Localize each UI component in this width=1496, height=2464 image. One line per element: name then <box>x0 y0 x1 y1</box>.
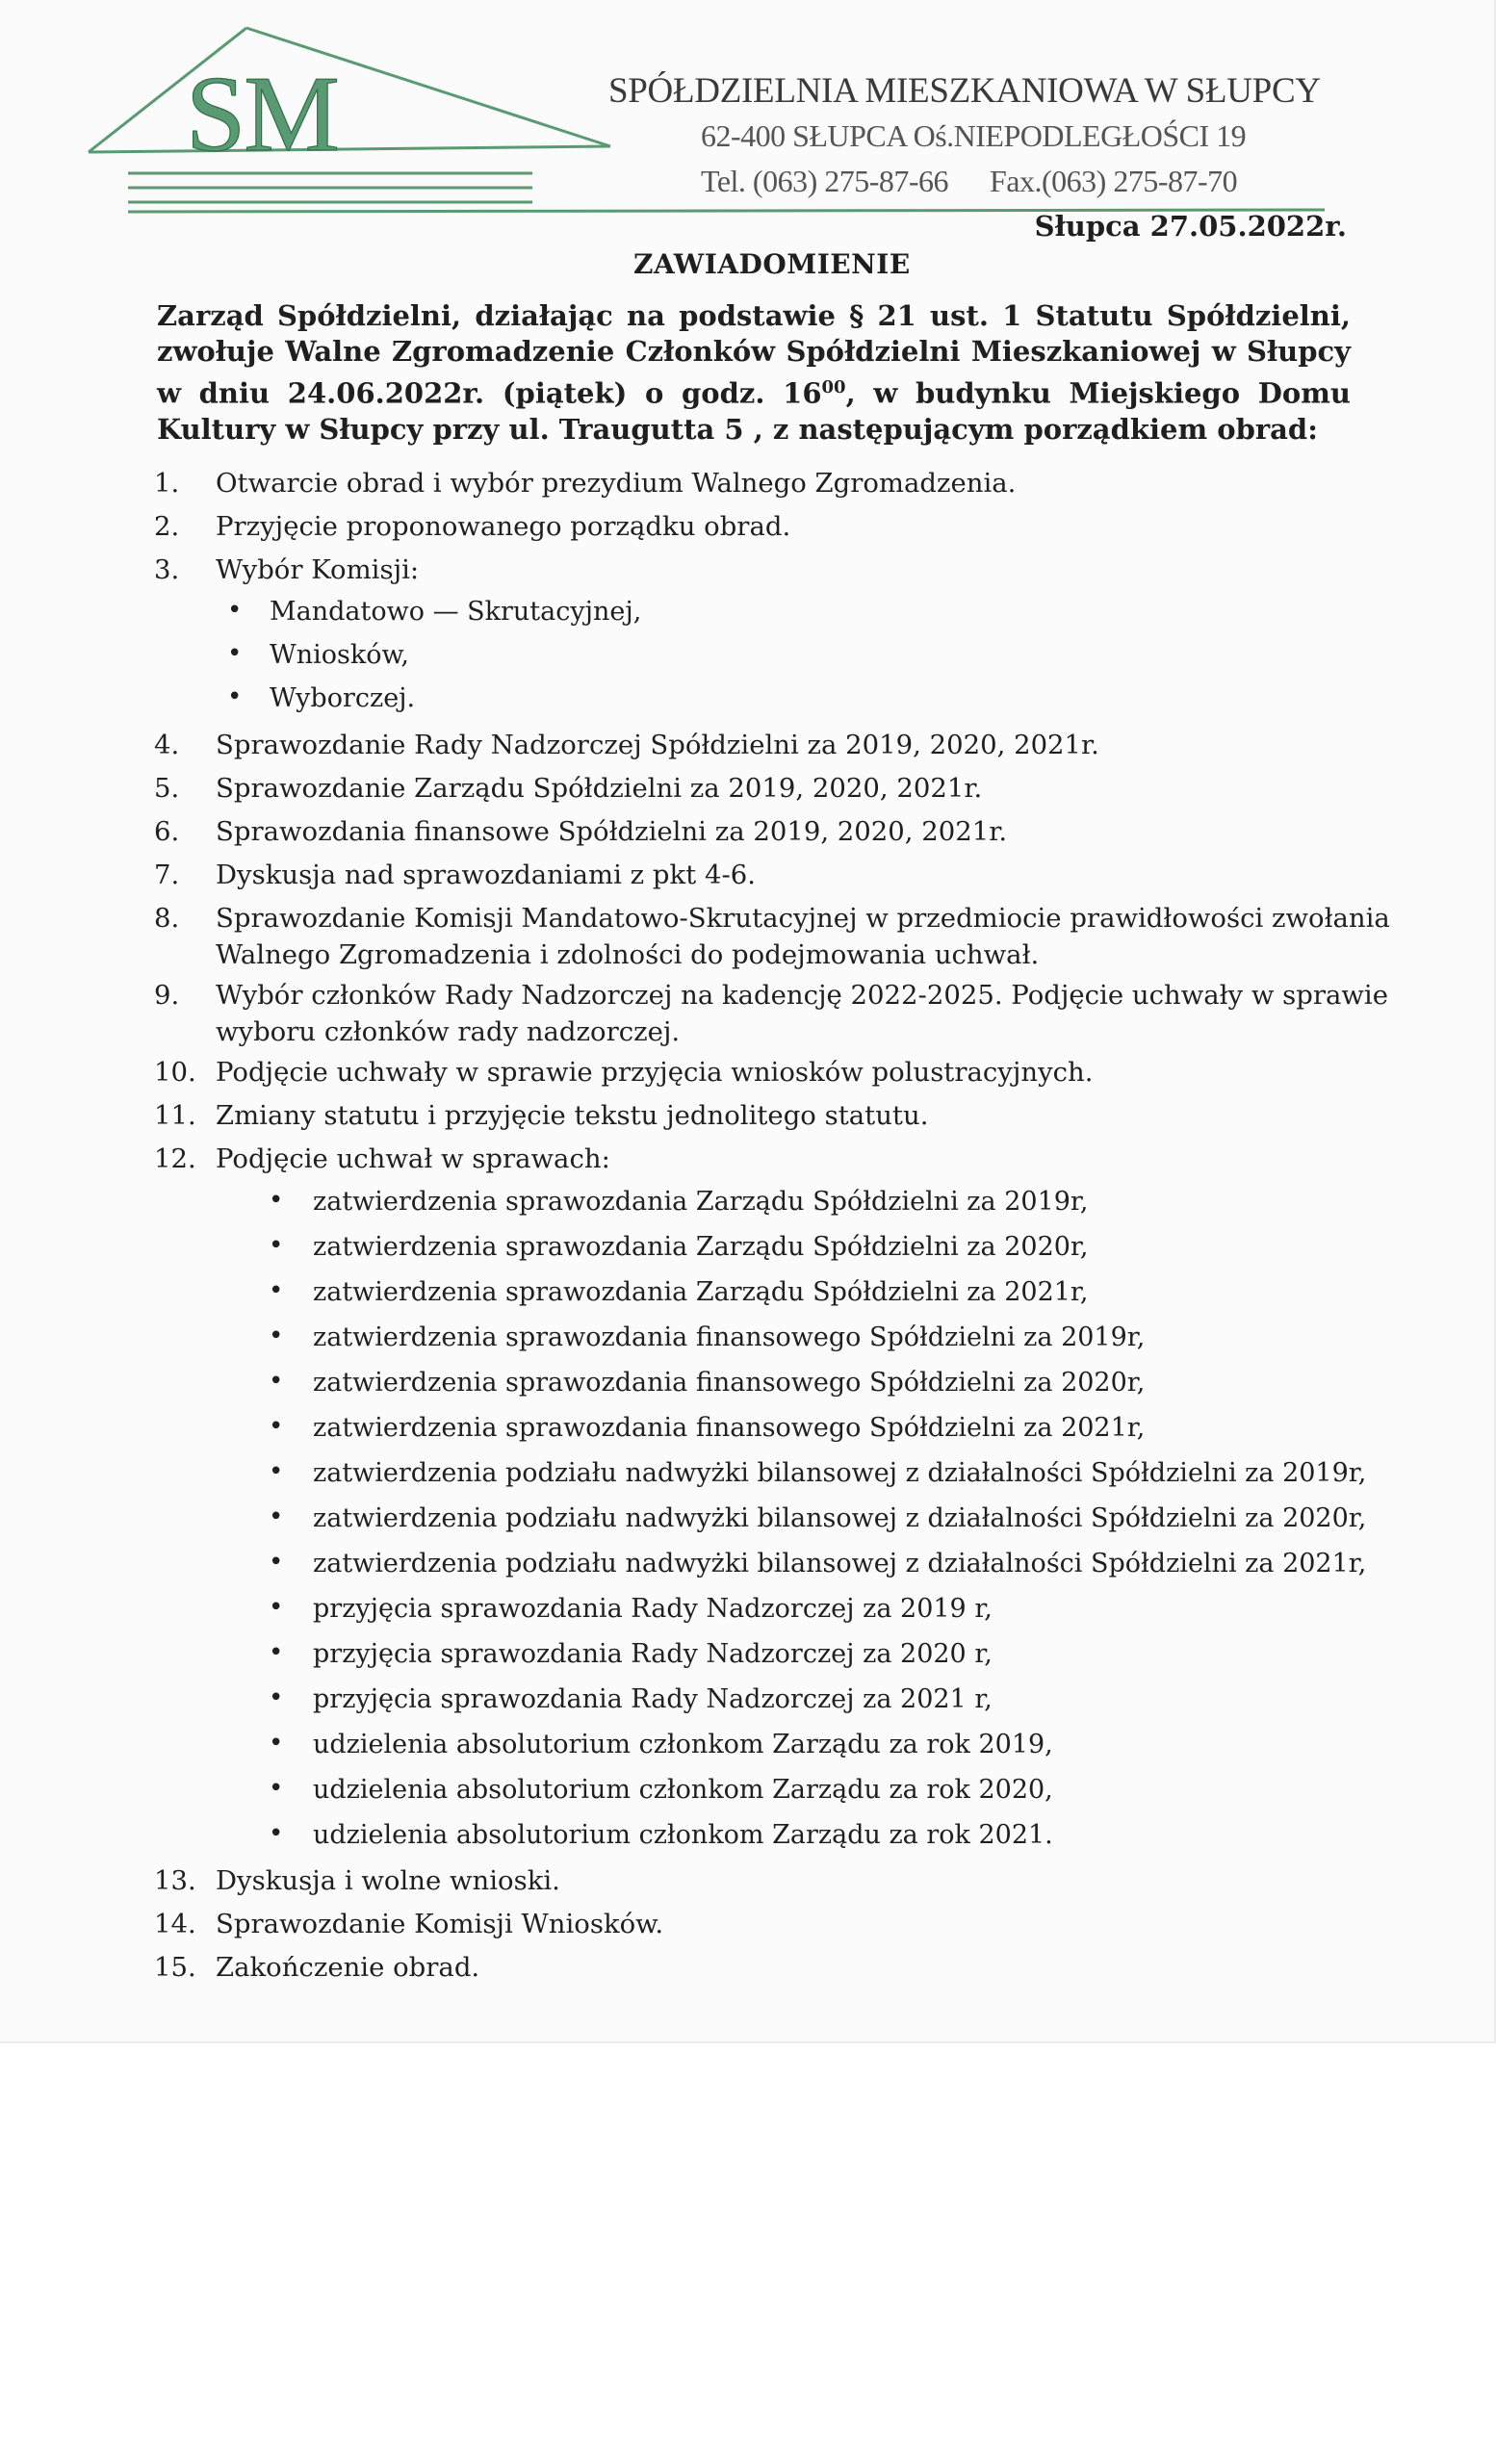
organization-fax: Fax.(063) 275-87-70 <box>990 164 1238 198</box>
bullet-icon: • <box>227 682 243 711</box>
organization-name: SPÓŁDZIELNIA MIESZKANIOWA W SŁUPCY <box>608 71 1321 111</box>
agenda-item-text: Sprawozdanie Komisji Mandatowo-Skrutacyjnej w przedmiocie prawidłowości zwołania <box>216 903 1390 934</box>
bullet-icon: • <box>269 1819 284 1848</box>
intro-text-part1: Zarząd Spółdzielni, działając na podstawie § 21 ust. 1 Statutu Spółdzielni, zwołuje Walne Zgromadzenie Członków Spółdzielni Mieszkaniowej w Słupcy w dniu 24.06.2022r. (piątek) o godz. 16 <box>157 299 1351 410</box>
organization-phone: Tel. (063) 275-87-66 <box>701 164 949 198</box>
agenda-item-text: Sprawozdania finansowe Spółdzielni za 2019, 2020, 2021r. <box>216 816 1008 847</box>
organization-address: 62-400 SŁUPCA Oś.NIEPODLEGŁOŚCI 19 <box>701 118 1247 153</box>
bullet-icon: • <box>269 1683 284 1712</box>
agenda-item-number: 7. <box>154 860 180 890</box>
agenda-item-number: 4. <box>154 730 180 760</box>
agenda-item-number: 13. <box>154 1865 196 1896</box>
agenda-item-text: Podjęcie uchwały w sprawie przyjęcia wniosków polustracyjnych. <box>216 1057 1094 1088</box>
agenda-item-text: Wybór Komisji: <box>216 554 420 585</box>
agenda-subitem: zatwierdzenia sprawozdania Zarządu Spółdzielni za 2019r, <box>313 1187 1089 1217</box>
agenda-subitem: Mandatowo — Skrutacyjnej, <box>270 597 642 627</box>
bullet-icon: • <box>269 1231 284 1260</box>
logo-text: SM <box>186 55 338 174</box>
agenda-subitem: Wyborczej. <box>270 683 416 713</box>
document-date: Słupca 27.05.2022r. <box>1034 210 1347 243</box>
agenda-item-text: Sprawozdanie Rady Nadzorczej Spółdzielni za 2019, 2020, 2021r. <box>216 730 1099 760</box>
agenda-subitem: udzielenia absolutorium członkom Zarządu za rok 2019, <box>313 1730 1053 1759</box>
agenda-item-text: Wybór członków Rady Nadzorczej na kadencję 2022-2025. Podjęcie uchwały w sprawie <box>216 980 1388 1011</box>
agenda-item-number: 1. <box>154 468 180 499</box>
agenda-subitem: zatwierdzenia podziału nadwyżki bilansowej z działalności Spółdzielni za 2021r, <box>313 1549 1367 1578</box>
agenda-subitem: przyjęcia sprawozdania Rady Nadzorczej za 2021 r, <box>313 1684 993 1714</box>
agenda-item-text: Dyskusja i wolne wnioski. <box>216 1865 560 1896</box>
agenda-item-text-continuation: Walnego Zgromadzenia i zdolności do podejmowania uchwał. <box>216 939 1040 970</box>
bullet-icon: • <box>269 1457 284 1486</box>
bullet-icon: • <box>269 1412 284 1441</box>
bullet-icon: • <box>269 1774 284 1803</box>
agenda-item-number: 14. <box>154 1909 196 1939</box>
agenda-item-text: Dyskusja nad sprawozdaniami z pkt 4-6. <box>216 860 756 890</box>
agenda-subitem: udzielenia absolutorium członkom Zarządu za rok 2020, <box>313 1775 1053 1805</box>
intro-text-part2: , w budynku Miejskiego Domu Kultury w Słupcy przy ul. Traugutta 5 , z następującym porządkiem obrad: <box>157 376 1351 446</box>
bullet-icon: • <box>269 1638 284 1667</box>
bullet-icon: • <box>227 596 243 625</box>
agenda-subitem: przyjęcia sprawozdania Rady Nadzorczej za 2020 r, <box>313 1639 993 1669</box>
agenda-item-number: 2. <box>154 511 180 542</box>
agenda-subitem: zatwierdzenia sprawozdania finansowego Spółdzielni za 2021r, <box>313 1413 1146 1443</box>
intro-time-superscript: 00 <box>821 377 846 398</box>
agenda-item-number: 15. <box>154 1952 196 1983</box>
agenda-item-number: 8. <box>154 903 180 934</box>
agenda-subitem: zatwierdzenia sprawozdania Zarządu Spółdzielni za 2020r, <box>313 1232 1089 1262</box>
agenda-item-number: 11. <box>154 1100 196 1131</box>
agenda-subitem: zatwierdzenia podziału nadwyżki bilansowej z działalności Spółdzielni za 2020r, <box>313 1503 1367 1533</box>
logo-base-line <box>89 146 610 152</box>
agenda-item-number: 9. <box>154 980 180 1011</box>
agenda-subitem: zatwierdzenia sprawozdania Zarządu Spółdzielni za 2021r, <box>313 1277 1089 1307</box>
document-title: ZAWIADOMIENIE <box>633 248 911 280</box>
agenda-item-text: Przyjęcie proponowanego porządku obrad. <box>216 511 791 542</box>
bullet-icon: • <box>227 639 243 668</box>
agenda-item-number: 10. <box>154 1057 196 1088</box>
bullet-icon: • <box>269 1276 284 1305</box>
agenda-subitem: zatwierdzenia sprawozdania finansowego Spółdzielni za 2020r, <box>313 1368 1146 1398</box>
agenda-item-number: 3. <box>154 554 180 585</box>
agenda-item-number: 6. <box>154 816 180 847</box>
bullet-icon: • <box>269 1367 284 1396</box>
agenda-item-text: Podjęcie uchwał w sprawach: <box>216 1143 610 1174</box>
agenda-subitem: przyjęcia sprawozdania Rady Nadzorczej za 2019 r, <box>313 1594 993 1624</box>
agenda-item-text: Sprawozdanie Komisji Wniosków. <box>216 1909 664 1939</box>
agenda-subitem: zatwierdzenia sprawozdania finansowego Spółdzielni za 2019r, <box>313 1322 1146 1352</box>
bullet-icon: • <box>269 1548 284 1577</box>
bullet-icon: • <box>269 1322 284 1350</box>
agenda-item-number: 12. <box>154 1143 196 1174</box>
agenda-item-text: Otwarcie obrad i wybór prezydium Walnego Zgromadzenia. <box>216 468 1017 499</box>
agenda-item-text: Zakończenie obrad. <box>216 1952 480 1983</box>
agenda-item-text: Zmiany statutu i przyjęcie tekstu jednolitego statutu. <box>216 1100 929 1131</box>
agenda-subitem: zatwierdzenia podziału nadwyżki bilansowej z działalności Spółdzielni za 2019r, <box>313 1458 1367 1488</box>
agenda-subitem: udzielenia absolutorium członkom Zarządu za rok 2021. <box>313 1820 1053 1850</box>
agenda-item-number: 5. <box>154 773 180 804</box>
agenda-item-text: Sprawozdanie Zarządu Spółdzielni za 2019, 2020, 2021r. <box>216 773 983 804</box>
agenda-subitem: Wniosków, <box>270 640 409 670</box>
bullet-icon: • <box>269 1593 284 1622</box>
bullet-icon: • <box>269 1186 284 1215</box>
intro-paragraph <box>157 298 1351 448</box>
bullet-icon: • <box>269 1729 284 1758</box>
bullet-icon: • <box>269 1502 284 1531</box>
agenda-item-text-continuation: wyboru członków rady nadzorczej. <box>216 1016 681 1047</box>
